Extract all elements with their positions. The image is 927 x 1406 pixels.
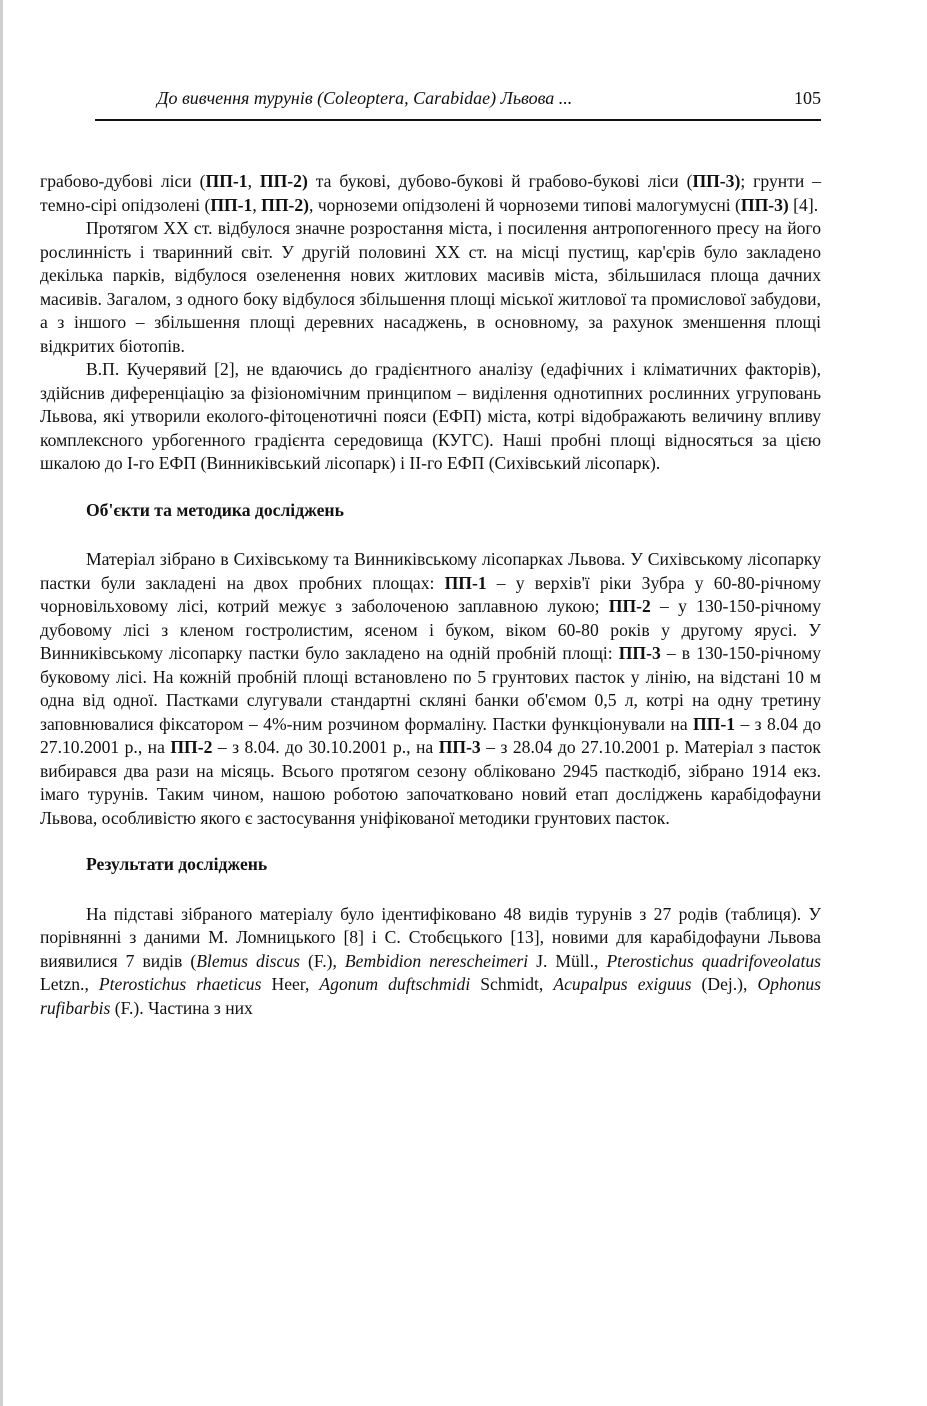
paragraph-1: грабово-дубові ліси (ПП-1, ПП-2) та букові, дубово-букові й грабово-букові ліси (ПП-3); грунти – темно-сірі опідзолені (ПП-1, ПП-2), чорноземи опідзолені й чорноземи типові малогумусні (ПП-3) [4].	[40, 171, 822, 215]
paragraph-3: В.П. Кучерявий [2], не вдаючись до градієнтного аналізу (едафічних і кліматичних факторів), здійснив диференціацію за фізіономічним принципом – виділення однотипних рослинних угруповань Львова, які утворили еколого-фітоценотичні пояси (ЕФП) міста, котрі відображають величину впливу комплексного урбогенного градієнта середовища (КУГС). Наші пробні площі відносяться за цією шкалою до І-го ЕФП (Винниківський лісопарк) і ІІ-го ЕФП (Сихівський лісопарк).	[40, 359, 821, 473]
paragraph-2: Протягом XX ст. відбулося значне розростання міста, і посилення антропогенного пресу на його рослинність і тваринний світ. У другій половині XX ст. на місці пустищ, кар'єрів було закладено декілька парків, відбулося озеленення нових житлових масивів міста, збільшилася площа дачних масивів. Загалом, з одного боку відбулося збільшення площі міської житлової та промислової забудови, а з іншого – збільшення площі деревних насаджень, в основному, за рахунок зменшення площі відкритих біотопів.	[40, 218, 821, 356]
section-heading-objects-methods: Об'єкти та методика досліджень	[86, 499, 344, 520]
section-heading-results: Результати досліджень	[86, 854, 268, 874]
scan-edge	[0, 0, 3, 1406]
page-header	[95, 88, 821, 114]
paragraph-4: Матеріал зібрано в Сихівському та Винниківському лісопарках Львова. У Сихівському лісопарку пастки були закладені на двох пробних площах: ПП-1 – у верхів'ї ріки Зубра у 60-80-річному чорновільховому лісі, котрий межує з заболоченою заплавною лукою; ПП-2 – у 130-150-річному дубовому лісі з кленом гостролистим, ясеном і буком, віком 60-80 років у другому ярусі. У Винниківському лісопарку пастки було закладено на одній пробній площі: ПП-3 – в 130-150-річному буковому лісі. На кожній пробній площі встановлено по 5 грунтових пасток у лінію, на відстані 10 м одна від одної. Пастками слугували стандартні скляні банки об'ємом 0,5 л, котрі на одну третину заповнювалися фіксатором – 4%-ним розчином формаліну. Пастки функціонували на ПП-1 – з 8.04 до 27.10.2001 р., на ПП-2 – з 8.04. до 30.10.2001 р., на ПП-3 – з 28.04 до 27.10.2001 р. Матеріал з пасток вибирався два рази на місяць. Всього протягом сезону обліковано 2945 пасткодіб, зібрано 1914 екз. імаго турунів. Таким чином, нашою роботою започатковано новий етап досліджень карабідофауни Львова, особливістю якого є застосування уніфікованої методики грунтових пасток.	[40, 549, 822, 828]
paragraph-5: На підставі зібраного матеріалу було ідентифіковано 48 видів турунів з 27 родів (таблиця). У порівнянні з даними М. Ломницького [8] і С. Стобєцького [13], новими для карабідофауни Львова виявилися 7 видів (Blemus discus (F.), Bembidion nerescheimeri J. Müll., Pterostichus quadrifoveolatus Letzn., Pterostichus rhaeticus Heer, Agonum duftschmidi Schmidt, Acupalpus exiguus (Dej.), Ophonus rufibarbis (F.). Частина з них	[40, 903, 822, 1018]
page-number: 105	[794, 88, 821, 108]
body-text	[40, 170, 821, 1020]
header-rule	[95, 119, 821, 121]
running-title: До вивчення турунів (Coleoptera, Carabidae) Львова ...	[157, 88, 573, 108]
